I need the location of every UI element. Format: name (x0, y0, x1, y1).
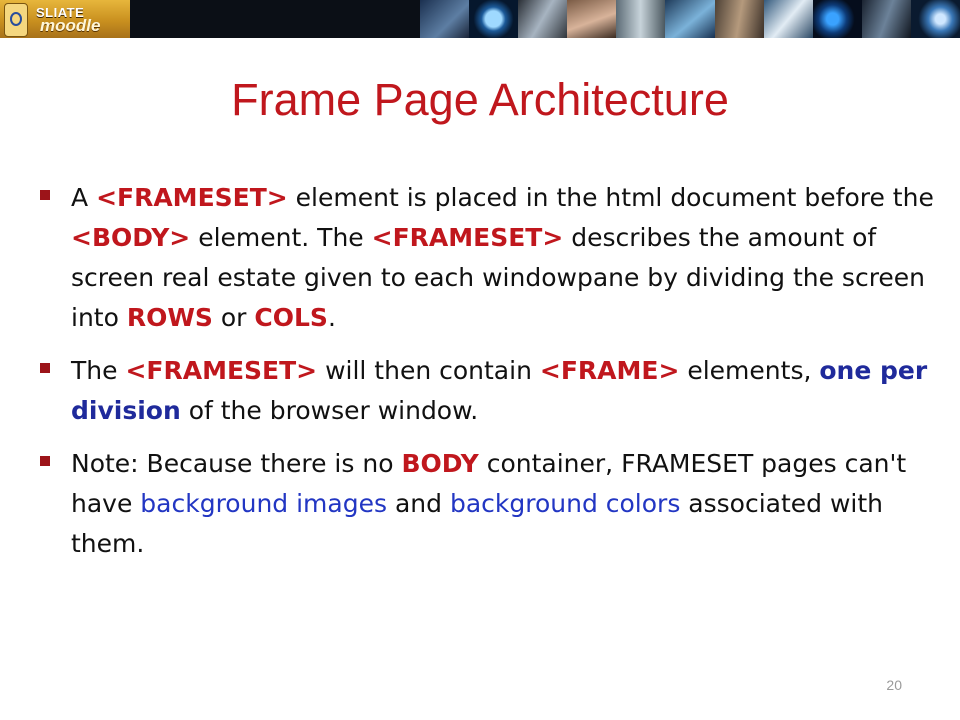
bullet-text: container, FRAMESET pages can't have (71, 449, 907, 518)
bullet-text: or (212, 303, 255, 332)
collage-photo (665, 0, 714, 38)
bullet-text: A (71, 183, 97, 212)
slide-number: 20 (886, 677, 902, 693)
emphasis-text: <FRAMESET> (371, 223, 564, 252)
highlight-text: background images (140, 489, 388, 518)
emphasis-text: COLS (254, 303, 328, 332)
emphasis-text: one per division (71, 356, 928, 425)
logo-moodle-text: moodle (40, 16, 101, 35)
bullet-text: of the browser window. (180, 396, 479, 425)
bullet-text: element is placed in the html document before the (287, 183, 934, 212)
slide-title: Frame Page Architecture (231, 74, 729, 125)
emphasis-text: ROWS (126, 303, 213, 332)
bullet-text: will then contain (317, 356, 540, 385)
header-banner (0, 0, 960, 38)
bullet-text: The (71, 356, 126, 385)
banner-photo-collage (420, 0, 960, 38)
collage-photo (715, 0, 764, 38)
bullet-item-frameset (38, 178, 938, 338)
square-bullet-icon (40, 190, 50, 200)
bullet-text: Note: Because there is no (71, 449, 402, 478)
bullet-text: associated with them. (71, 489, 884, 558)
bullet-text: element. The (190, 223, 372, 252)
bullet-text: elements, (679, 356, 820, 385)
sliate-seal-icon (4, 3, 28, 37)
emphasis-text: <FRAMESET> (96, 183, 288, 212)
bullet-text: describes the amount of screen real estate given to each windowpane by dividing the screen into (71, 223, 926, 332)
bullet-item-frame-elements (38, 351, 938, 431)
collage-photo (567, 0, 616, 38)
logo-area[interactable] (0, 0, 130, 38)
bullet-text: . (327, 303, 336, 332)
collage-photo (469, 0, 518, 38)
emphasis-text: BODY (401, 449, 479, 478)
bullet-text: and (387, 489, 450, 518)
collage-photo (813, 0, 862, 38)
collage-photo (420, 0, 469, 38)
square-bullet-icon (40, 363, 50, 373)
square-bullet-icon (40, 456, 50, 466)
collage-photo (518, 0, 567, 38)
collage-photo (764, 0, 813, 38)
bullet-list (38, 178, 938, 577)
emphasis-text: <FRAMESET> (125, 356, 318, 385)
collage-photo (862, 0, 911, 38)
collage-photo (911, 0, 960, 38)
emphasis-text: <BODY> (71, 223, 191, 252)
collage-photo (616, 0, 665, 38)
logo-sliate-text: SLIATE (36, 5, 85, 20)
bullet-item-note (38, 444, 938, 564)
sliate-moodle-logo (34, 2, 126, 36)
highlight-text: background colors (449, 489, 681, 518)
emphasis-text: <FRAME> (539, 356, 680, 385)
